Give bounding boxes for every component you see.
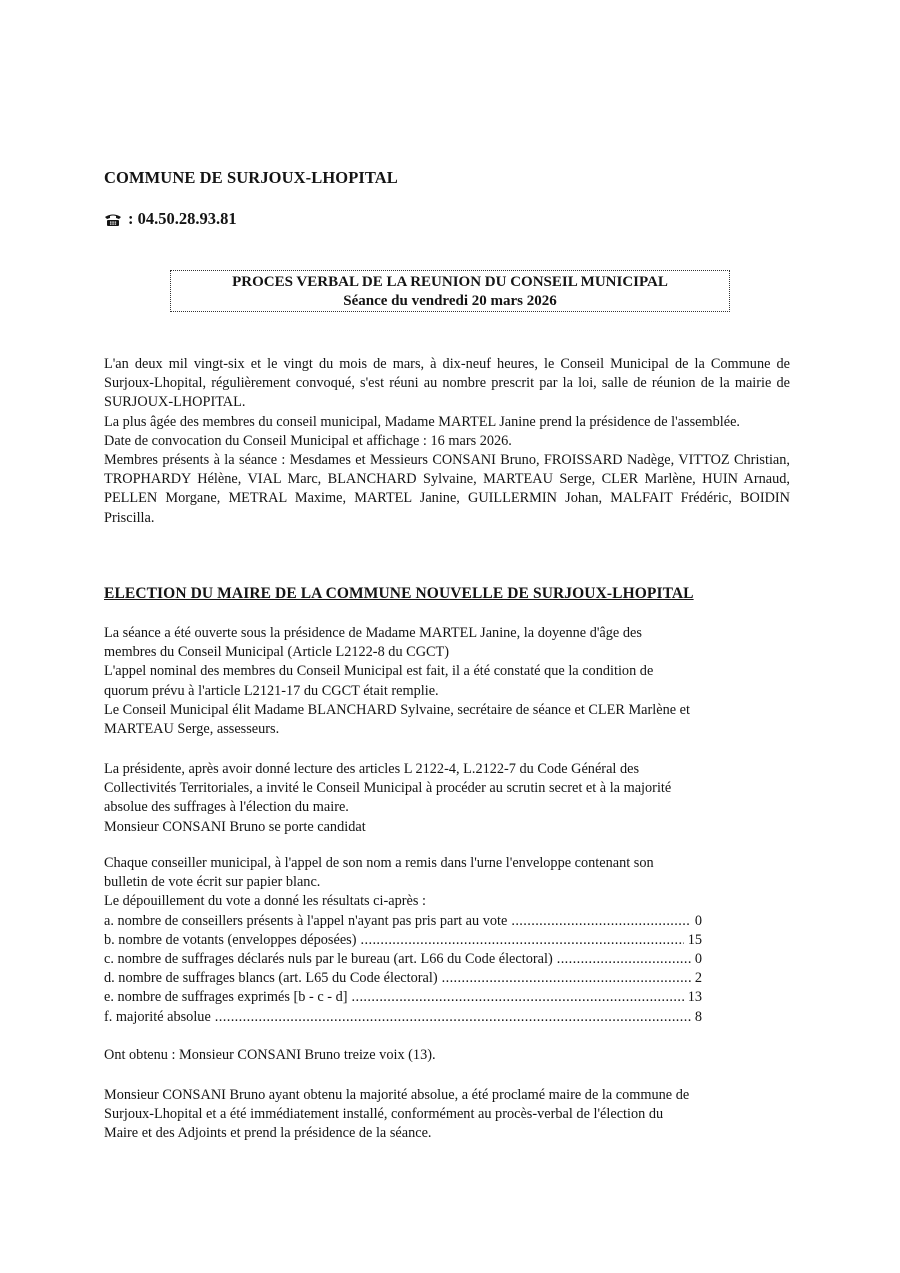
text-line: La présidente, après avoir donné lecture des articles L 2122-4, L.2122-7 du Code Général des (104, 761, 640, 777)
text-line: La séance a été ouverte sous la présidence de Madame MARTEL Janine, la doyenne d'âge des (104, 625, 642, 641)
text-line: Monsieur CONSANI Bruno ayant obtenu la majorité absolue, a été proclamé maire de la commune de (104, 1087, 690, 1103)
intro-paragraph-4: Membres présents à la séance : Mesdames et Messieurs CONSANI Bruno, FROISSARD Nadège, VITTOZ Christian, TROPHARDY Hélène, VIAL Marc, BLANCHARD Sylvaine, MARTEAU Serge, CLER Marlène, HUIN Arnaud, PELLEN Morgane, METRAL Maxime, MARTEL Janine, GUILLERMIN Johan, MALFAIT Frédéric, BOIDIN Priscilla. (104, 452, 790, 526)
result-row (104, 950, 702, 969)
dot-leader (215, 1008, 691, 1027)
text-line: Collectivités Territoriales, a invité le Conseil Municipal à procéder au scrutin secret et à la majorité (104, 780, 672, 797)
telephone-icon (104, 212, 122, 226)
commune-heading: COMMUNE DE SURJOUX-LHOPITAL (104, 168, 398, 187)
text-line: bulletin de vote écrit sur papier blanc. (104, 874, 321, 891)
result-row (104, 988, 702, 1007)
intro-paragraph-2: La plus âgée des membres du conseil municipal, Madame MARTEL Janine prend la présidence de l'assemblée. (104, 413, 741, 430)
result-row (104, 1008, 702, 1027)
phone-line (104, 209, 237, 229)
title-line-1: PROCES VERBAL DE LA REUNION DU CONSEIL MUNICIPAL (232, 274, 668, 290)
title-line-2: Séance du vendredi 20 mars 2026 (343, 293, 557, 309)
dot-leader (511, 912, 691, 931)
text-line: MARTEAU Serge, assesseurs. (104, 721, 280, 738)
text-line: absolue des suffrages à l'élection du maire. (104, 799, 349, 816)
phone-number: : 04.50.28.93.81 (128, 209, 237, 228)
text-line: quorum prévu à l'article L2121-17 du CGCT était remplie. (104, 682, 439, 699)
intro-block (104, 355, 790, 528)
result-value: 2 (694, 970, 702, 987)
intro-paragraph-3: Date de convocation du Conseil Municipal et affichage : 16 mars 2026. (104, 432, 512, 449)
text-line: Maire et des Adjoints et prend la présidence de la séance. (104, 1125, 432, 1142)
result-row (104, 912, 702, 931)
text-line: L'appel nominal des membres du Conseil Municipal est fait, il a été constaté que la condition de (104, 663, 654, 680)
intro-paragraph-1: L'an deux mil vingt-six et le vingt du mois de mars, à dix-neuf heures, le Conseil Municipal de la Commune de Surjoux-Lhopital, régulièrement convoqué, s'est réuni au nombre prescrit par la loi, salle de réunion de la mairie de SURJOUX-LHOPITAL. (104, 356, 790, 411)
opening-block (104, 624, 790, 739)
section-title: ELECTION DU MAIRE DE LA COMMUNE NOUVELLE DE SURJOUX-LHOPITAL (104, 585, 694, 602)
obtained-line: Ont obtenu : Monsieur CONSANI Bruno treize voix (13). (104, 1047, 436, 1063)
dot-leader (557, 950, 691, 969)
result-label: f. majorité absolue (104, 1008, 211, 1025)
text-line: Chaque conseiller municipal, à l'appel de son nom a remis dans l'urne l'enveloppe contenant son (104, 855, 654, 871)
result-value: 15 (687, 931, 702, 948)
text-line: Surjoux-Lhopital et a été immédiatement installé, conformément au procès-verbal de l'élection du (104, 1106, 664, 1123)
result-row (104, 931, 702, 950)
result-label: a. nombre de conseillers présents à l'appel n'ayant pas pris part au vote (104, 912, 508, 929)
proclaimed-block (104, 1086, 790, 1144)
text-line: membres du Conseil Municipal (Article L2122-8 du CGCT) (104, 644, 450, 661)
president-block (104, 760, 790, 837)
result-label: c. nombre de suffrages déclarés nuls par le bureau (art. L66 du Code électoral) (104, 951, 553, 968)
result-label: d. nombre de suffrages blancs (art. L65 du Code électoral) (104, 970, 438, 987)
vote-block (104, 854, 790, 1027)
result-value: 13 (687, 989, 702, 1006)
dot-leader (361, 931, 684, 950)
result-row (104, 969, 702, 988)
dot-leader (442, 969, 691, 988)
result-value: 0 (694, 912, 702, 929)
result-label: e. nombre de suffrages exprimés [b - c - d] (104, 989, 348, 1006)
dot-leader (352, 988, 684, 1007)
result-value: 8 (694, 1008, 702, 1025)
text-line: Le dépouillement du vote a donné les résultats ci-après : (104, 893, 426, 910)
result-label: b. nombre de votants (enveloppes déposées) (104, 931, 357, 948)
text-line: Monsieur CONSANI Bruno se porte candidat (104, 818, 366, 835)
title-box (170, 270, 730, 312)
text-line: Le Conseil Municipal élit Madame BLANCHARD Sylvaine, secrétaire de séance et CLER Marlène et (104, 701, 690, 718)
result-value: 0 (694, 951, 702, 968)
